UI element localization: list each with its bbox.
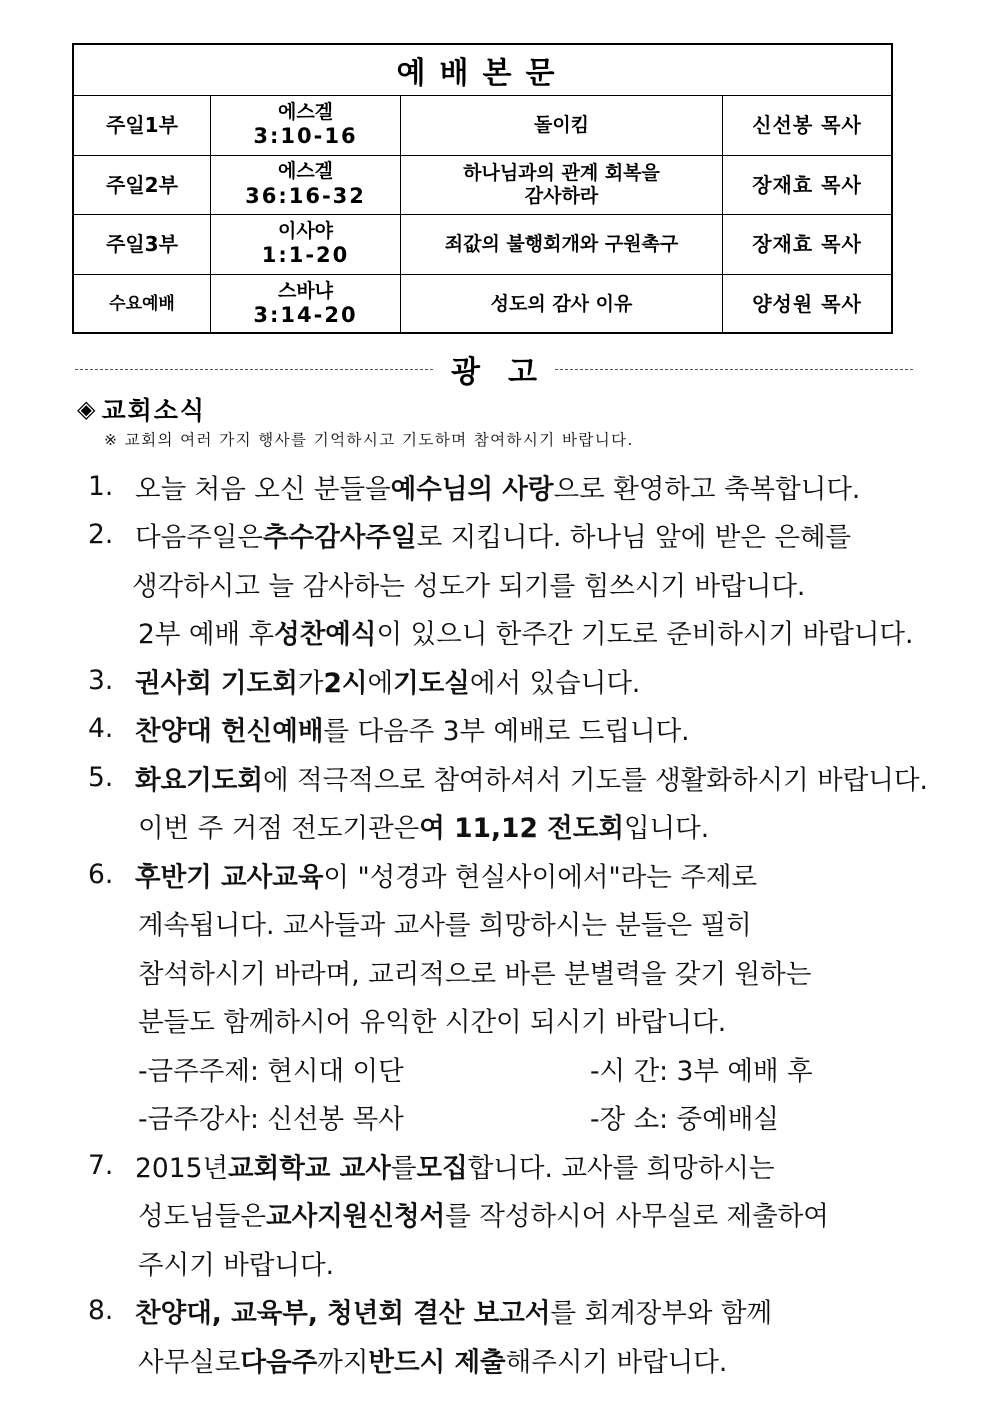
notice-emphasis: 추수감사주일 (263, 522, 417, 554)
notice-text: 2015년 (135, 1152, 229, 1184)
notice-emphasis: 찬양대, 교육부, 청년회 결산 보고서 (135, 1298, 551, 1330)
notice-detail: -금주강사: 신선봉 목사 (138, 1104, 404, 1136)
notice-emphasis: 예수님의 사랑 (390, 473, 554, 505)
notice-continuation (88, 1238, 918, 1287)
notice-item (88, 1141, 918, 1190)
preacher-name: 장재효 목사 (752, 232, 862, 257)
notice-item (88, 705, 918, 754)
notice-emphasis: 교사지원신청서 (266, 1201, 446, 1233)
notice-detail-row (88, 1044, 918, 1093)
notice-text: 입니다. (623, 813, 710, 845)
notice-item (88, 850, 918, 899)
notice-text: 를 회계장부와 함께 (550, 1298, 773, 1330)
notice-text: 에 적극적으로 참여하셔서 기도를 생활화하시기 바랍니다. (263, 764, 928, 796)
scripture-verses: 3:14-20 (253, 303, 358, 328)
notice-text: 해주시기 바랍니다. (505, 1346, 728, 1378)
sermon-title-line: 죄값의 불행회개와 구원촉구 (444, 232, 679, 255)
notice-item (88, 511, 918, 560)
notice-item (88, 1287, 918, 1336)
service-name: 주일2부 (74, 156, 211, 215)
scripture-book: 에스겔 (277, 160, 334, 183)
announcements-title: 광고 (451, 355, 565, 390)
service-name: 주일1부 (74, 96, 211, 155)
notice-continuation (88, 1190, 918, 1239)
notice-detail: -시 간: 3부 예배 후 (590, 1055, 813, 1087)
notice-continuation (88, 1335, 918, 1384)
scripture-passage (211, 156, 401, 215)
section-heading-text: 교회소식 (101, 396, 207, 425)
notice-emphasis: 다음주 (240, 1346, 318, 1378)
sermon-title (401, 156, 723, 215)
notice-text: 이 "성경과 현실사이에서"라는 주제로 (323, 861, 758, 893)
notice-text: 까지 (317, 1346, 369, 1378)
scripture-verses: 36:16-32 (245, 183, 366, 208)
preacher-name: 장재효 목사 (752, 172, 862, 197)
notice-number: 7. (88, 1149, 114, 1181)
notice-list (88, 462, 928, 1384)
table-title: 예배본문 (74, 45, 891, 96)
notice-detail: -장 소: 중예배실 (590, 1104, 779, 1136)
preacher-name: 양성원 목사 (752, 292, 862, 317)
section-note: ※ 교회의 여러 가지 행사를 기억하시고 기도하며 참여하시기 바랍니다. (104, 431, 634, 449)
scripture-passage (211, 215, 401, 274)
notice-text: 사무실로 (138, 1346, 241, 1378)
notice-item (88, 462, 918, 511)
service-name: 주일3부 (74, 215, 211, 274)
notice-text: 주시기 바랍니다. (138, 1249, 335, 1281)
notice-emphasis: 성찬예식 (274, 619, 377, 651)
table-row (74, 96, 891, 156)
sermon-title-line: 하나님과의 관계 회복을 (463, 161, 660, 184)
notice-text: 를 (390, 1152, 417, 1184)
notice-detail-row (88, 1093, 918, 1142)
notice-text: 에 (367, 667, 394, 699)
sermon-table (72, 43, 893, 334)
scripture-book: 스바냐 (277, 279, 334, 302)
notice-emphasis: 화요기도회 (135, 764, 263, 796)
notice-item (88, 656, 918, 705)
service-name: 수요예배 (74, 275, 211, 335)
notice-continuation (88, 559, 918, 608)
notice-emphasis: 후반기 교사교육 (135, 861, 324, 893)
notice-number: 4. (88, 713, 114, 745)
notice-emphasis: 반드시 제출 (368, 1346, 506, 1378)
sermon-title-line: 성도의 감사 이유 (490, 292, 633, 315)
diamond-bullet-icon: ◈ (77, 395, 96, 423)
notice-text: 다음주일은 (135, 522, 263, 554)
table-row (74, 156, 891, 216)
scripture-book: 에스겔 (277, 100, 334, 123)
notice-text: 생각하시고 늘 감사하는 성도가 되기를 힘쓰시기 바랍니다. (132, 570, 806, 602)
table-row (74, 215, 891, 275)
notice-text: 오늘 처음 오신 분들을 (135, 473, 391, 505)
sermon-title (401, 275, 723, 335)
notice-number: 1. (88, 470, 114, 502)
notice-text: 2부 예배 후 (138, 619, 275, 651)
notice-text: 성도님들은 (138, 1201, 266, 1233)
dashed-divider-left (75, 369, 433, 370)
notice-text: 에서 있습니다. (469, 667, 641, 699)
notice-text: 합니다. 교사를 희망하시는 (467, 1152, 775, 1184)
preacher-name: 신선봉 목사 (752, 113, 862, 138)
notice-emphasis: 교회학교 교사 (228, 1152, 391, 1184)
notice-emphasis: 권사회 기도회 (135, 667, 298, 699)
notice-number: 8. (88, 1295, 114, 1327)
sermon-title (401, 96, 723, 155)
notice-continuation (88, 996, 918, 1045)
dashed-divider-right (555, 369, 913, 370)
notice-detail: -금주주제: 현시대 이단 (138, 1055, 404, 1087)
notice-emphasis: 찬양대 헌신예배 (135, 716, 324, 748)
notice-continuation (88, 802, 918, 851)
notice-text: 를 작성하시어 사무실로 제출하여 (445, 1201, 829, 1233)
notice-continuation (88, 608, 918, 657)
notice-text: 이번 주 거점 전도기관은 (138, 813, 420, 845)
scripture-book: 이사야 (277, 219, 334, 242)
scripture-passage (211, 275, 401, 335)
sermon-title (401, 215, 723, 274)
notice-number: 3. (88, 664, 114, 696)
notice-text: 를 다음주 3부 예배로 드립니다. (323, 716, 690, 748)
notice-continuation (88, 899, 918, 948)
notice-text: 로 지킵니다. 하나님 앞에 받은 은혜를 (416, 522, 852, 554)
scripture-verses: 3:10-16 (253, 124, 358, 149)
church-news-heading (77, 390, 206, 428)
table-row (74, 275, 891, 335)
scripture-passage (211, 96, 401, 155)
notice-item (88, 753, 928, 802)
announcements-header (75, 346, 913, 392)
notice-number: 2. (88, 519, 114, 551)
sermon-title-line: 감사하라 (524, 184, 599, 207)
notice-text: 으로 환영하고 축복합니다. (553, 473, 861, 505)
notice-emphasis: 기도실 (393, 667, 470, 699)
notice-text: 이 있으니 한주간 기도로 준비하시기 바랍니다. (376, 619, 914, 651)
notice-text: 참석하시기 바라며, 교리적으로 바른 분별력을 갖기 원하는 (138, 958, 812, 990)
notice-number: 6. (88, 858, 114, 890)
notice-number: 5. (88, 761, 114, 793)
sermon-title-line: 돌이킴 (533, 113, 590, 136)
scripture-verses: 1:1-20 (261, 243, 350, 268)
notice-emphasis: 모집 (416, 1152, 468, 1184)
notice-text: 계속됩니다. 교사들과 교사를 희망하시는 분들은 필히 (138, 910, 752, 942)
notice-emphasis: 여 11,12 전도회 (419, 813, 624, 845)
notice-text: 분들도 함께하시어 유익한 시간이 되시기 바랍니다. (138, 1007, 727, 1039)
notice-continuation (88, 947, 918, 996)
notice-emphasis: 2시 (323, 667, 368, 699)
notice-text: 가 (297, 667, 324, 699)
